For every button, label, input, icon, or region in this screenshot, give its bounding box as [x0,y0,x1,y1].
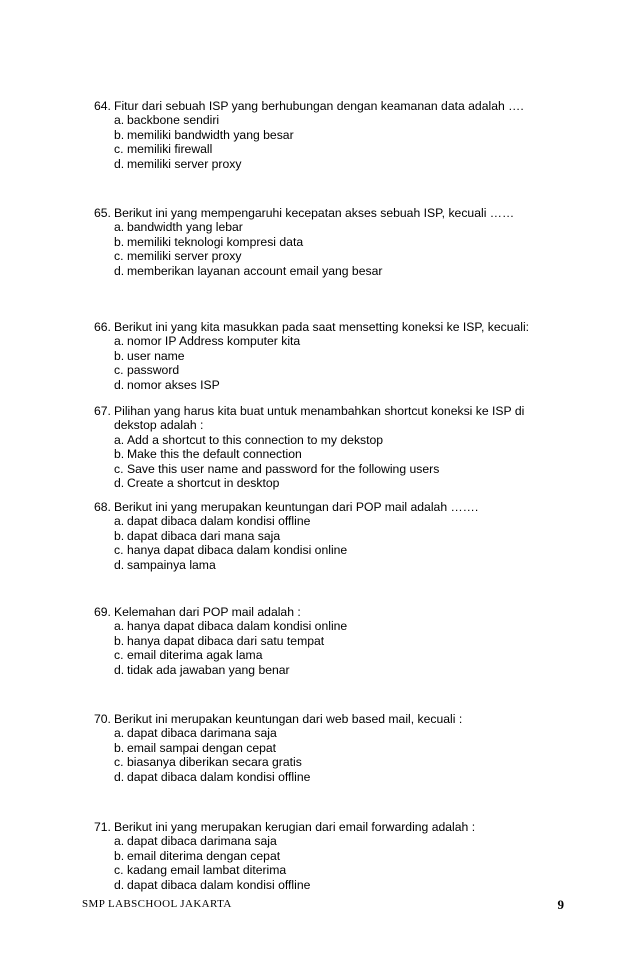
question-number: 65. [94,206,111,220]
option-d [114,770,554,784]
question-text: Berikut ini yang merupakan keuntungan dari POP mail adalah ……. [114,500,479,514]
option-letter: b. [114,740,125,755]
option-b [114,849,554,863]
option-text: user name [127,348,185,363]
option-b [114,741,554,755]
option-letter: c. [114,249,124,264]
option-text: biasanya diberikan secara gratis [127,755,302,770]
option-a [114,334,554,348]
option-d [114,476,554,490]
question-text: Berikut ini merupakan keuntungan dari web based mail, kecuali : [114,712,463,726]
option-c [114,462,554,476]
option-text: kadang email lambat diterima [127,863,287,878]
option-text: password [127,363,180,378]
option-letter: d. [114,662,125,677]
question-number: 68. [94,500,111,514]
question-text: Pilihan yang harus kita buat untuk menambahkan shortcut koneksi ke ISP di dekstop adalah : [114,404,525,433]
option-letter: d. [114,557,125,572]
option-a [114,834,554,848]
question-68 [94,500,554,572]
option-text: email sampai dengan cepat [127,740,277,755]
option-list [94,334,554,392]
option-d [114,378,554,392]
option-text: tidak ada jawaban yang benar [127,662,290,677]
option-text: nomor IP Address komputer kita [127,334,301,349]
question-number: 66. [94,320,111,334]
option-text: dapat dibaca darimana saja [127,726,277,741]
option-letter: b. [114,633,125,648]
option-letter: b. [114,127,125,142]
option-b [114,235,554,249]
option-letter: a. [114,514,125,529]
option-b [114,529,554,543]
option-text: dapat dibaca dalam kondisi offline [127,514,311,529]
option-a [114,726,554,740]
option-letter: a. [114,432,125,447]
option-a [114,113,554,127]
option-a [114,433,554,447]
option-text: backbone sendiri [127,113,220,128]
question-text: Berikut ini yang mempengaruhi kecepatan akses sebuah ISP, kecuali …… [114,206,515,220]
option-text: hanya dapat dibaca dalam kondisi online [127,619,348,634]
option-a [114,514,554,528]
option-b [114,634,554,648]
option-letter: b. [114,348,125,363]
option-list [94,834,554,892]
option-letter: a. [114,726,125,741]
option-text: Make this the default connection [127,447,302,462]
question-69 [94,605,554,677]
question-65 [94,206,554,278]
option-letter: c. [114,363,124,378]
option-text: dapat dibaca dari mana saja [127,528,281,543]
option-letter: d. [114,769,125,784]
option-text: memiliki firewall [127,142,213,157]
option-letter: a. [114,834,125,849]
question-number: 67. [94,404,111,418]
option-text: Create a shortcut in desktop [127,476,280,491]
question-number: 64. [94,99,111,113]
option-letter: a. [114,220,125,235]
option-letter: d. [114,877,125,892]
option-d [114,878,554,892]
footer-school-name: SMP LABSCHOOL JAKARTA [82,898,232,910]
option-text: email diterima agak lama [127,648,263,663]
question-66 [94,320,554,392]
option-c [114,363,554,377]
question-number: 69. [94,605,111,619]
option-list [94,113,554,171]
footer-page-number: 9 [557,897,564,912]
question-text: Fitur dari sebuah ISP yang berhubungan dengan keamanan data adalah …. [114,99,524,113]
option-letter: b. [114,848,125,863]
option-a [114,619,554,633]
question-number: 71. [94,820,111,834]
option-letter: c. [114,863,124,878]
option-c [114,142,554,156]
option-letter: c. [114,142,124,157]
option-text: email diterima dengan cepat [127,848,281,863]
option-letter: b. [114,447,125,462]
option-text: dapat dibaca dalam kondisi offline [127,877,311,892]
option-text: memiliki teknologi kompresi data [127,234,304,249]
option-c [114,249,554,263]
option-c [114,648,554,662]
option-d [114,157,554,171]
option-text: memiliki server proxy [127,249,242,264]
option-text: memiliki bandwidth yang besar [127,127,294,142]
option-letter: d. [114,377,125,392]
option-text: sampainya lama [127,557,216,572]
question-number: 70. [94,712,111,726]
option-list [94,619,554,677]
option-text: Add a shortcut to this connection to my dekstop [127,432,384,447]
option-list [94,433,554,491]
option-letter: c. [114,755,124,770]
option-letter: b. [114,528,125,543]
option-list [94,726,554,784]
option-text: hanya dapat dibaca dalam kondisi online [127,543,348,558]
question-text: Berikut ini yang kita masukkan pada saat mensetting koneksi ke ISP, kecuali: [114,320,530,334]
option-text: bandwidth yang lebar [127,220,243,235]
option-letter: c. [114,543,124,558]
option-letter: d. [114,476,125,491]
option-c [114,863,554,877]
option-a [114,220,554,234]
option-text: memiliki server proxy [127,156,242,171]
question-70 [94,712,554,784]
option-letter: b. [114,234,125,249]
option-d [114,663,554,677]
option-list [94,514,554,572]
option-letter: a. [114,619,125,634]
option-letter: c. [114,648,124,663]
option-b [114,128,554,142]
option-c [114,755,554,769]
option-text: hanya dapat dibaca dari satu tempat [127,633,325,648]
option-d [114,264,554,278]
option-list [94,220,554,278]
option-letter: a. [114,334,125,349]
option-letter: d. [114,156,125,171]
option-b [114,349,554,363]
question-71 [94,820,554,892]
option-b [114,447,554,461]
option-letter: c. [114,461,124,476]
option-text: nomor akses ISP [127,377,220,392]
option-letter: d. [114,263,125,278]
question-text: Berikut ini yang merupakan kerugian dari email forwarding adalah : [114,820,476,834]
option-text: dapat dibaca darimana saja [127,834,277,849]
option-letter: a. [114,113,125,128]
question-text: Kelemahan dari POP mail adalah : [114,605,301,619]
option-text: memberikan layanan account email yang besar [127,263,383,278]
option-c [114,543,554,557]
option-d [114,558,554,572]
option-text: dapat dibaca dalam kondisi offline [127,769,311,784]
question-67 [94,404,554,490]
option-text: Save this user name and password for the following users [127,461,440,476]
question-64 [94,99,554,171]
